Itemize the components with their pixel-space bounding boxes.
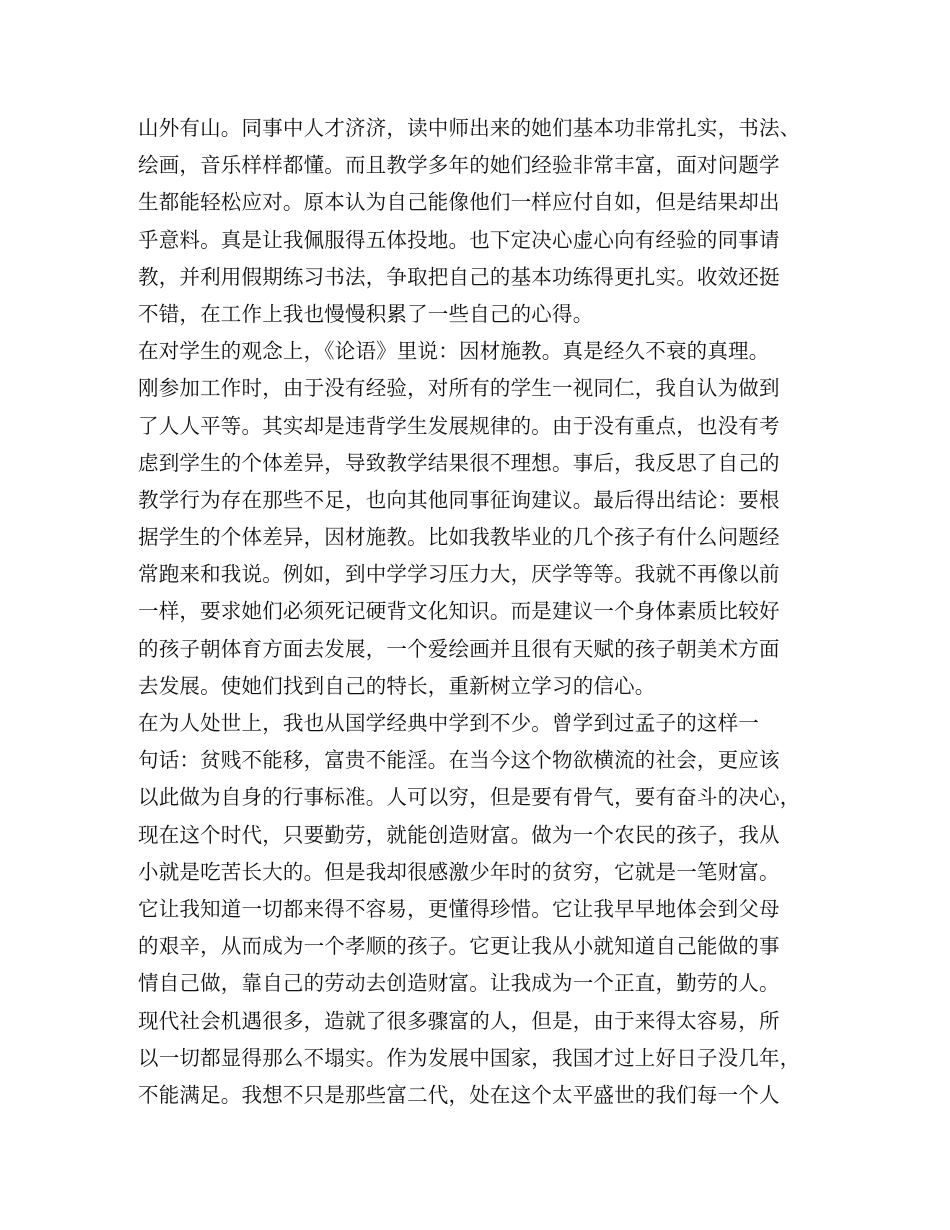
text-line: 小就是吃苦长大的。但是我却很感激少年时的贫穷，它就是一笔财富。 <box>138 859 780 884</box>
text-line: 绘画，音乐样样都懂。而且教学多年的她们经验非常丰富，面对问题学 <box>138 153 780 178</box>
text-line: 不错，在工作上我也慢慢积累了一些自己的心得。 <box>138 301 594 326</box>
text-line: 以一切都显得那么不塌实。作为发展中国家，我国才过上好日子没几年， <box>138 1045 801 1070</box>
text-line: 去发展。使她们找到自己的特长，重新树立学习的信心。 <box>138 673 656 698</box>
text-line: 教，并利用假期练习书法，争取把自己的基本功练得更扎实。收效还挺 <box>138 264 780 289</box>
text-line: 山外有山。同事中人才济济，读中师出来的她们基本功非常扎实，书法、 <box>138 116 801 140</box>
text-line: 虑到学生的个体差异，导致教学结果很不理想。事后，我反思了自己的 <box>138 450 780 475</box>
text-line: 的艰辛，从而成为一个孝顺的孩子。它更让我从小就知道自己能做的事 <box>138 934 780 959</box>
text-line: 在为人处世上，我也从国学经典中学到不少。曾学到过孟子的这样一 <box>138 711 759 735</box>
text-line: 在对学生的观念上，《论语》里说：因材施教。真是经久不衰的真理。 <box>138 339 770 364</box>
text-line: 了人人平等。其实却是违背学生发展规律的。由于没有重点，也没有考 <box>138 413 780 438</box>
text-line: 常跑来和我说。例如，到中学学习压力大，厌学等等。我就不再像以前 <box>138 562 780 587</box>
text-line: 生都能轻松应对。原本认为自己能像他们一样应付自如，但是结果却出 <box>138 190 780 215</box>
text-line: 现代社会机遇很多，造就了很多骤富的人，但是，由于来得太容易，所 <box>138 1008 780 1033</box>
text-line: 句话：贫贱不能移，富贵不能淫。在当今这个物欲横流的社会，更应该 <box>138 748 780 773</box>
text-line: 教学行为存在那些不足，也向其他同事征询建议。最后得出结论：要根 <box>138 487 780 512</box>
text-line: 的孩子朝体育方面去发展，一个爱绘画并且很有天赋的孩子朝美术方面 <box>138 636 780 661</box>
text-line: 刚参加工作时，由于没有经验，对所有的学生一视同仁，我自认为做到 <box>138 376 780 401</box>
text-line: 据学生的个体差异，因材施教。比如我教毕业的几个孩子有什么问题经 <box>138 525 780 550</box>
text-line: 一样，要求她们必须死记硬背文化知识。而是建议一个身体素质比较好 <box>138 599 780 624</box>
text-line: 不能满足。我想不只是那些富二代，处在这个太平盛世的我们每一个人 <box>138 1082 780 1107</box>
body-text <box>138 110 818 1114</box>
text-line: 它让我知道一切都来得不容易，更懂得珍惜。它让我早早地体会到父母 <box>138 896 780 921</box>
text-line: 乎意料。真是让我佩服得五体投地。也下定决心虚心向有经验的同事请 <box>138 227 780 252</box>
text-line: 情自己做，靠自己的劳动去创造财富。让我成为一个正直，勤劳的人。 <box>138 971 780 996</box>
text-line: 现在这个时代，只要勤劳，就能创造财富。做为一个农民的孩子，我从 <box>138 822 780 847</box>
text-line: 以此做为自身的行事标准。人可以穷，但是要有骨气，要有奋斗的决心， <box>138 785 801 810</box>
